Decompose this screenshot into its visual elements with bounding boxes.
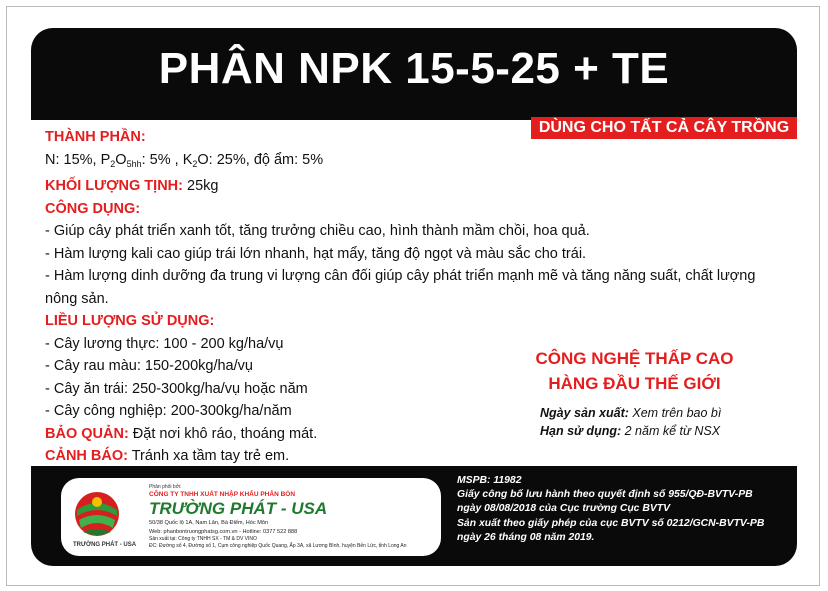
warning-value: Tránh xa tầm tay trẻ em. bbox=[127, 448, 290, 464]
company-name: CÔNG TY TNHH XUẤT NHẬP KHẨU PHÂN BÓN bbox=[149, 491, 296, 498]
use-item: - Hàm lượng kali cao giúp trái lớn nhanh, hạt mẩy, tăng độ ngọt và màu sắc cho trái. bbox=[45, 245, 587, 262]
header-bar bbox=[31, 28, 797, 120]
storage-value: Đặt nơi khô ráo, thoáng mát. bbox=[128, 425, 318, 442]
company-box bbox=[61, 478, 441, 556]
dosage-item: - Cây lương thực: 100 - 200 kg/ha/vụ bbox=[45, 335, 284, 352]
expiry-label: Hạn sử dụng: bbox=[540, 424, 622, 438]
manufacturer: Sản xuất tại: Công ty TNHH SX - TM & DV VINO bbox=[149, 536, 257, 542]
company-brand: TRƯỜNG PHÁT - USA bbox=[149, 499, 328, 518]
storage-label: BẢO QUẢN: bbox=[45, 425, 129, 442]
usage-banner: DÙNG CHO TẤT CẢ CÂY TRỒNG bbox=[531, 117, 797, 139]
company-address: 50/38 Quốc lộ 1A, Nam Lân, Bà Điểm, Hóc Môn bbox=[149, 520, 269, 526]
dosage-item: - Cây ăn trái: 250-300kg/ha/vụ hoặc năm bbox=[45, 380, 308, 397]
factory-address: ĐC: Đường số 4, Đường số 1, Cụm công nghiệp Quốc Quang, Ấp 3A, xã Lương Bình, huyện Bến Lức, tỉnh Long An bbox=[149, 543, 407, 549]
use-item: - Hàm lượng dinh dưỡng đa trung vi lượng cân đối giúp cây phát triển mạnh mẽ và tăng năng suất, chất lượng nông sản. bbox=[45, 268, 756, 307]
dosage-label: LIỀU LƯỢNG SỬ DỤNG: bbox=[45, 313, 215, 329]
expiry-value: 2 năm kể từ NSX bbox=[621, 424, 721, 438]
logo-caption: TRƯỜNG PHÁT - USA bbox=[73, 542, 137, 548]
date-info bbox=[540, 404, 721, 440]
company-logo-icon bbox=[73, 488, 121, 540]
technology-slogan: CÔNG NGHỆ THẤP CAO HÀNG ĐẦU THẾ GIỚI bbox=[535, 349, 734, 393]
warning-label: CẢNH BÁO: bbox=[45, 448, 128, 464]
dosage-item: - Cây rau màu: 150-200kg/ha/vụ bbox=[45, 358, 253, 374]
uses-label: CÔNG DỤNG: bbox=[45, 200, 141, 217]
product-title: PHÂN NPK 15-5-25 + TE bbox=[158, 44, 670, 93]
mfg-date-label: Ngày sản xuất: bbox=[540, 406, 629, 420]
use-item: - Giúp cây phát triển xanh tốt, tăng trưởng chiều cao, hình thành mầm chồi, hoa quả. bbox=[45, 223, 590, 239]
footer-bar bbox=[31, 466, 797, 566]
net-weight-value: 25kg bbox=[182, 178, 219, 194]
composition-label: THÀNH PHẦN: bbox=[45, 129, 146, 145]
registration-info: MSPB: 11982 Giấy công bố lưu hành theo quyết định số 955/QĐ-BVTV-PB ngày 08/08/2018 của Cục trường Cục BVTV Sản xuất theo giấy phép của cục BVTV số 0212/GCN-BVTV-PB ngày 26 tháng 08 năm 2019. bbox=[457, 475, 765, 543]
net-weight-label: KHỐI LƯỢNG TỊNH: bbox=[45, 178, 183, 194]
composition-value: N: 15%, $P_2O_{5hh}$: 5% , $K_2O$: 25%, độ ẩm: 5% bbox=[45, 151, 324, 169]
company-contact: Web: phanbontruongphatsg.com.vn - Hotline: 0377 522 888 bbox=[149, 529, 298, 535]
distributor-label: Phân phối bởi: bbox=[149, 484, 182, 490]
dosage-item: - Cây công nghiệp: 200-300kg/ha/năm bbox=[45, 403, 292, 419]
mfg-date-value: Xem trên bao bì bbox=[628, 406, 722, 420]
